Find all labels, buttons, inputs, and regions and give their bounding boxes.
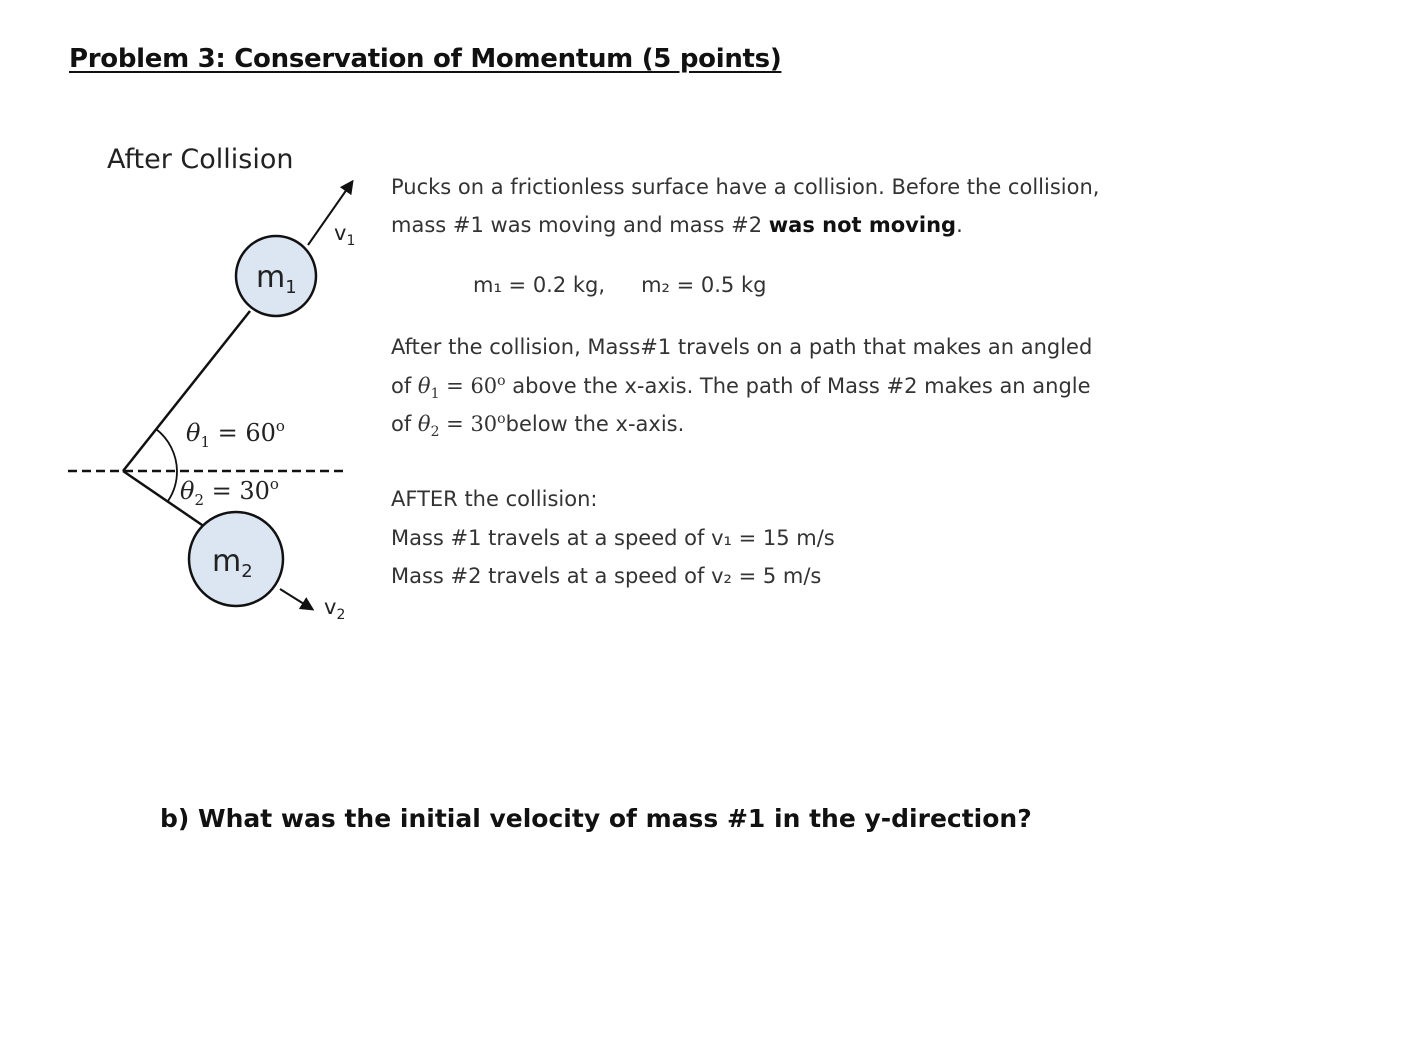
mass2-speed: Mass #2 travels at a speed of v₂ = 5 m/s xyxy=(391,564,822,588)
mass-values xyxy=(473,273,766,297)
intro-line-1: Pucks on a frictionless surface have a collision. Before the collision, xyxy=(391,175,1100,199)
diagram-heading: After Collision xyxy=(107,144,294,175)
mass1-path-line xyxy=(123,311,250,471)
after-line-1: After the collision, Mass#1 travels on a path that makes an angled xyxy=(391,335,1093,359)
problem-title: Problem 3: Conservation of Momentum (5 points) xyxy=(69,44,782,74)
m2-value: m₂ = 0.5 kg xyxy=(641,273,767,297)
v2-arrow xyxy=(280,589,312,609)
collision-diagram xyxy=(0,0,400,640)
after-collision-heading: AFTER the collision: xyxy=(391,487,598,511)
theta2-label: $\theta_2 = 30^o$ xyxy=(180,475,279,509)
question-b: b) What was the initial velocity of mass #1 in the y-direction? xyxy=(160,804,1032,833)
mass1-speed: Mass #1 travels at a speed of v₁ = 15 m/s xyxy=(391,526,835,550)
theta1-label: $\theta_1 = 60^o$ xyxy=(186,417,285,451)
not-moving-emphasis: was not moving xyxy=(768,213,957,237)
theta2-arc xyxy=(168,471,177,501)
v2-label: $v_2$ xyxy=(324,595,346,623)
v1-label: $v_1$ xyxy=(334,221,356,249)
intro-line-2: mass #1 was moving and mass #2 was not moving. xyxy=(391,213,963,237)
theta1-arc xyxy=(156,429,177,471)
m1-value: m₁ = 0.2 kg, xyxy=(473,273,606,297)
mass2-label: $m_2$ xyxy=(212,544,253,582)
mass1-label: $m_1$ xyxy=(256,260,297,298)
after-line-2: of $\theta_1 = 60^o$ above the x-axis. The path of Mass #2 makes an angle xyxy=(391,373,1091,403)
after-line-3: of $\theta_2$ = $30^obelow$ the x-axis. xyxy=(391,411,685,441)
